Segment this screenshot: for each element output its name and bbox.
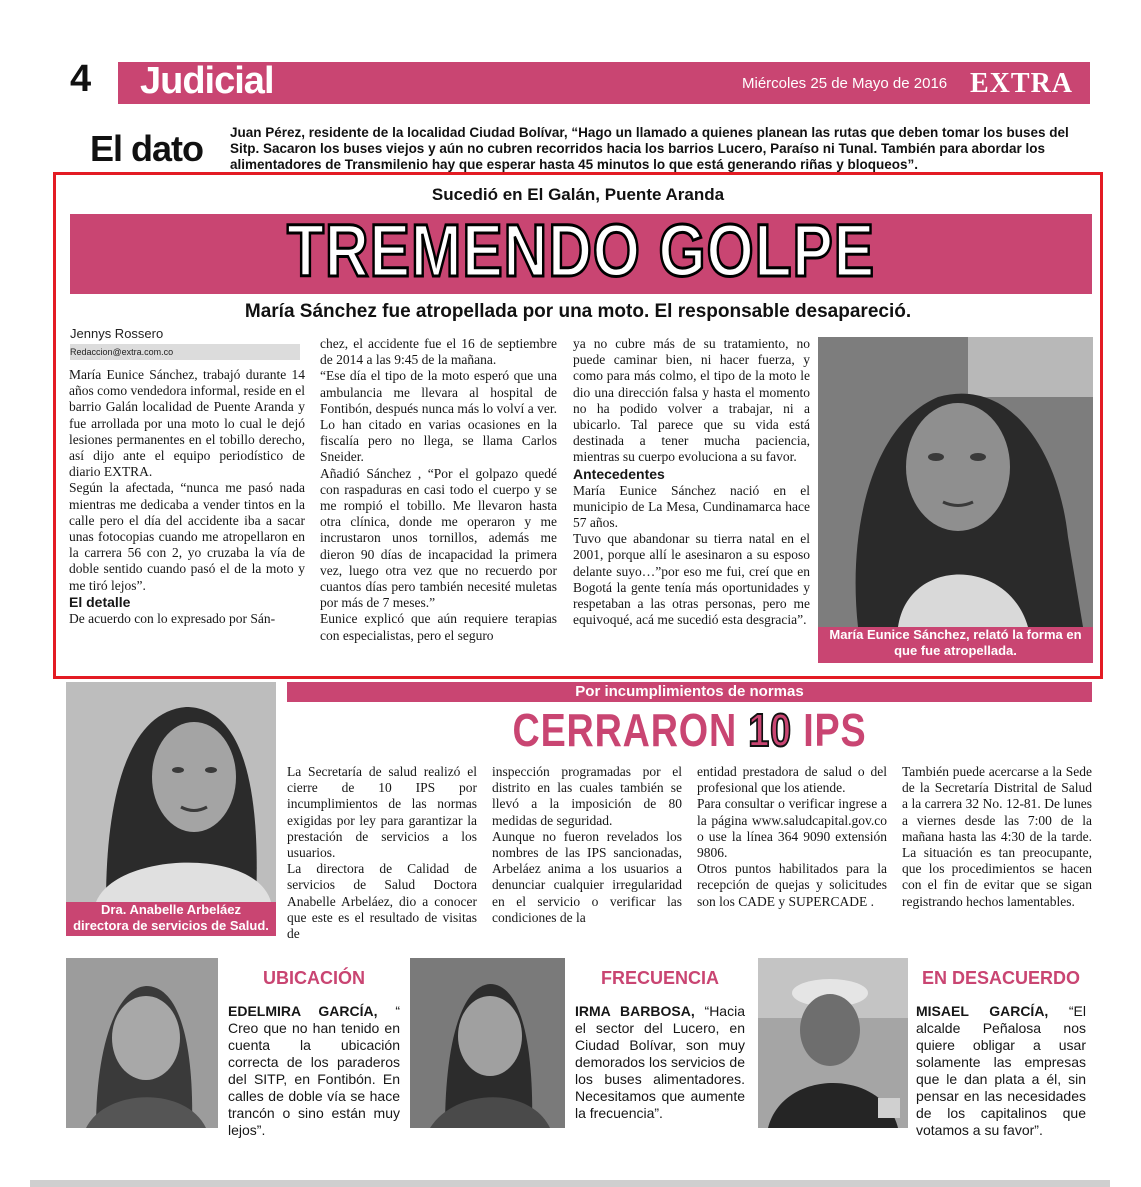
portrait-illustration xyxy=(758,958,908,1128)
dato-text: Juan Pérez, residente de la localidad Ciudad Bolívar, “Hago un llamado a quienes planean las rutas que deben tomar los buses del Sitp. Sacaron los buses viejos y aún no cubren recorridos hacia los barrios Lucero, Paraíso ni Tunal. También para abordar los alimentadores de Transmilenio hay que esperar hasta 45 minutos lo que está generando riñas y bloqueos”. xyxy=(230,125,1069,172)
portrait-illustration xyxy=(818,337,1093,627)
paragraph: ya no cubre más de su tratamiento, no puede caminar bien, ni hacer fuerza, y como para más colmo, el tipo de la moto le dio una dirección falsa y hasta el momento no ha podido volver a trabajar, ni a ubicarlo. Tal parece que su vida está destinada a tener mucha paciencia, mientras su cuerpo evoluciona a su favor. xyxy=(573,336,810,465)
paragraph: entidad prestadora de salud o del profesional que los atiende. xyxy=(697,764,887,796)
newspaper-logo: EXTRA xyxy=(970,68,1074,99)
opinion-photo-edelmira xyxy=(66,958,218,1128)
opinion-photo-misael xyxy=(758,958,908,1128)
paragraph: Añadió Sánchez , “Por el golpazo quedé con raspaduras en casi todo el cuerpo y se me rompió el tobillo. Me llevaron hasta otra clínica, donde me operaron y me incrustaron unos tornillos, además me dieron 90 días de incapacidad la primera vez, luego otra vez que no recuerdo por cuantos días pero también necesité muletas por más de 7 meses.” xyxy=(320,465,557,611)
opinion-quote: “Hacia el sector del Lucero, en Ciudad Bolívar, son muy demorados los servicios de los buses alimentadores. Necesitamos que aumente la frecuencia”. xyxy=(575,1003,745,1121)
article-headline: TREMENDO GOLPE xyxy=(287,209,875,292)
page-number: 4 xyxy=(70,58,92,100)
page-bottom-edge xyxy=(30,1180,1110,1187)
article-column-2 xyxy=(320,336,557,669)
paragraph: La Secretaría de salud realizó el cierre de 10 IPS por incumplimientos de las normas exigidas por ley para garantizar la prestación de servicios a los usuarios. xyxy=(287,764,477,861)
caption-line: directora de servicios de Salud. xyxy=(73,918,269,933)
opinion-text-edelmira xyxy=(228,1003,400,1138)
subheading-detalle: El detalle xyxy=(69,593,131,610)
portrait-illustration xyxy=(66,958,218,1128)
opinion-quote: “ Creo que no han tenido en cuenta la ubicación correcta de los paraderos del SITP, en Fontibón. En calles de doble vía se hace trancón o sino están muy lejos”. xyxy=(228,1003,400,1138)
opinion-title-frecuencia: FRECUENCIA xyxy=(600,968,719,988)
paragraph: También puede acercarse a la Sede de la Secretaría Distrital de Salud a la carrera 32 No. 12-81. De lunes a viernes desde las 7:00 de la mañana hasta las 4:30 de la tarde. La situación es tan preocupante, que los procedimientos se hacen con el fin de evitar que se sigan registrando hechos lamentables. xyxy=(902,764,1092,909)
ips-column-1 xyxy=(287,764,477,942)
dato-label: El dato xyxy=(90,128,204,169)
paragraph: Aunque no fueron revelados los nombres de las IPS sancionadas, Arbeláez anima a los usuarios a denunciar cualquier irregularidad en el servicio o verificar las condiciones de la xyxy=(492,828,682,925)
portrait-photo-maria xyxy=(818,337,1093,627)
portrait-illustration xyxy=(66,682,276,902)
photo-caption: María Eunice Sánchez, relató la forma en que fue atropellada. xyxy=(829,627,1082,658)
paragraph: La directora de Calidad de servicios de Salud Doctora Anabelle Arbeláez, dio a conocer que este es el resultado de visitas de xyxy=(287,861,477,942)
paragraph: María Eunice Sánchez, trabajó durante 14 años como vendedora informal, reside en el barrio Galán localidad de Puente Aranda y fue arrollada por una moto lo cual le dejó lesiones permanentes en el tobillo derecho, así dijo ante el equipo periodístico de diario EXTRA. xyxy=(69,367,305,480)
paragraph: “Ese día el tipo de la moto esperó que una ambulancia me llevara al hospital de Fontibón, después nunca más lo volví a ver. Lo han citado en varias ocasiones en la fiscalía pero no llega, se llama Carlos Sneider. xyxy=(320,368,557,465)
issue-date: Miércoles 25 de Mayo de 2016 xyxy=(742,75,948,92)
article-column-1 xyxy=(69,367,305,667)
opinion-text-irma xyxy=(575,1003,745,1128)
second-article-headline xyxy=(359,703,1019,757)
article-column-3 xyxy=(573,336,810,669)
opinion-title-desacuerdo: EN DESACUERDO xyxy=(921,968,1081,988)
headline-part: CERRARON xyxy=(512,704,738,756)
opinion-photo-irma xyxy=(410,958,565,1128)
section-title: Judicial xyxy=(140,60,274,102)
paragraph: Tuvo que abandonar su tierra natal en el 2001, porque allí le asesinaron a su esposo delante suyo…”por eso me fui, creí que en Bogotá la gente tenía más oportunidades y respetaban a las otras personas, pero me equivoqué, acá me sucedió esta desgracia”. xyxy=(573,531,810,628)
portrait-illustration xyxy=(410,958,565,1128)
author-email: Redaccion@extra.com.co xyxy=(70,344,300,360)
opinion-author: MISAEL GARCÍA, xyxy=(916,1003,1049,1019)
opinion-author: IRMA BARBOSA, xyxy=(575,1003,695,1019)
paragraph: De acuerdo con lo expresado por Sán- xyxy=(69,610,276,626)
headline-part: IPS xyxy=(803,704,867,756)
paragraph: María Eunice Sánchez nació en el municipio de La Mesa, Cundinamarca hace 57 años. xyxy=(573,482,810,531)
opinion-text-misael xyxy=(916,1003,1087,1138)
ips-column-3 xyxy=(697,764,887,934)
paragraph: Otros puntos habilitados para la recepción de quejas y solicitudes son los CADE y SUPERCADE . xyxy=(697,861,887,909)
ips-column-4 xyxy=(902,764,1092,934)
subheading-antecedentes: Antecedentes xyxy=(573,465,665,482)
opinion-author: EDELMIRA GARCÍA, xyxy=(228,1003,378,1019)
paragraph: inspección programadas por el distrito en las cuales también se llevó a la imposición de 80 medidas de seguridad. xyxy=(492,764,682,828)
opinion-title-ubicacion: UBICACIÓN xyxy=(263,968,365,988)
paragraph: Según la afectada, “nunca me pasó nada mientras me dedicaba a vender tintos en la calle pero el día del accidente iba a sacar unas fotocopias cuando me atropellaron en la carrera 56 con 2, yo cruzaba la vía de doble sentido cuando pasó el de la moto y me tiró lejos”. xyxy=(69,480,305,593)
headline-number: 10 xyxy=(748,704,792,756)
ips-column-2 xyxy=(492,764,682,934)
article-subhead: María Sánchez fue atropellada por una moto. El responsable desapareció. xyxy=(244,301,912,322)
author-byline: Jennys Rossero xyxy=(70,326,164,341)
paragraph: chez, el accidente fue el 16 de septiembre de 2014 a las 9:45 de la mañana. xyxy=(320,336,557,368)
second-article-kicker: Por incumplimientos de normas xyxy=(575,683,804,700)
paragraph: Eunice explicó que aún requiere terapias con especialistas, pero el seguro xyxy=(320,611,557,643)
photo-caption xyxy=(66,902,276,934)
caption-line: Dra. Anabelle Arbeláez xyxy=(101,902,241,917)
article-kicker: Sucedió en El Galán, Puente Aranda xyxy=(431,185,725,204)
portrait-photo-anabelle xyxy=(66,682,276,902)
paragraph: Para consultar o verificar ingrese a la página www.saludcapital.gov.co o use la línea 364 9090 extensión 9806. xyxy=(697,796,887,861)
opinion-quote: “El alcalde Peñalosa nos quiere obligar a usar solamente las empresas que le dan plata a él, sin pensar en las necesidades de los capitalinos que votamos a su favor”. xyxy=(916,1003,1087,1138)
